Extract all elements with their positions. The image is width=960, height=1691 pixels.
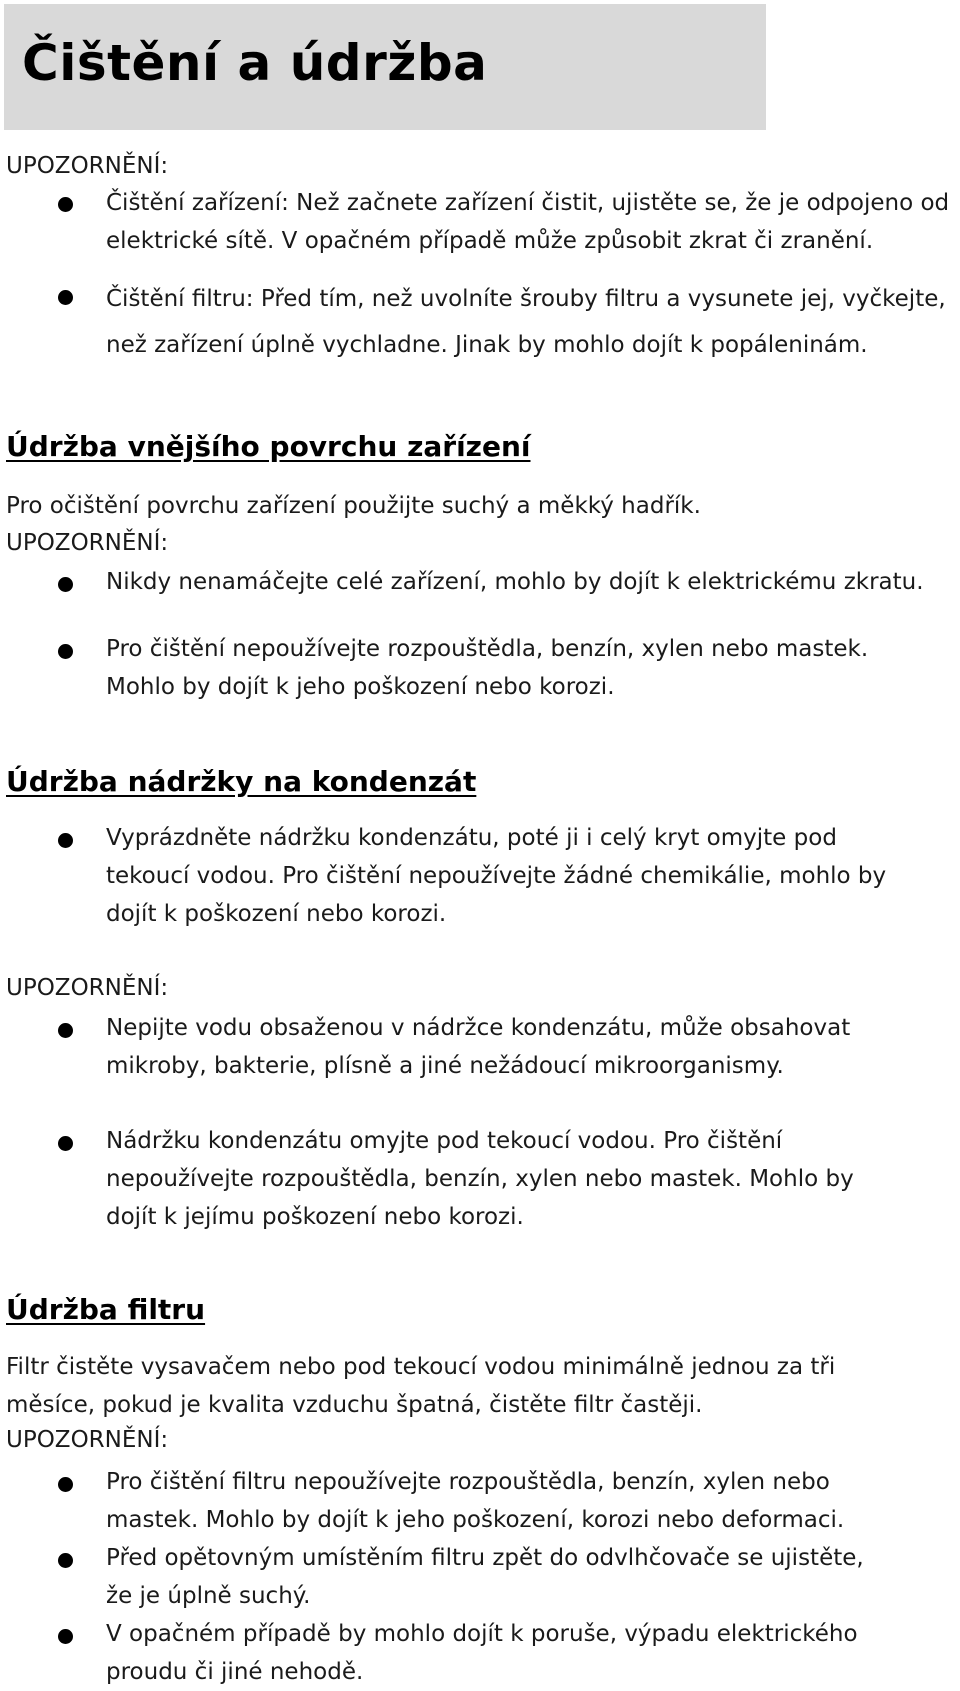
section-heading-tank: Údržba nádržky na kondenzát xyxy=(6,765,477,798)
bullet-icon xyxy=(58,577,73,592)
bullet-icon xyxy=(58,1553,73,1568)
bullet-icon xyxy=(58,833,73,848)
title-banner xyxy=(4,4,766,130)
warning-label: UPOZORNĚNÍ: xyxy=(6,1427,169,1453)
bullet-icon xyxy=(58,290,73,305)
list-item-text: V opačném případě by mohlo dojít k poruše, výpadu elektrického proudu či jiné nehodě. xyxy=(106,1621,858,1685)
list-item-text: Před opětovným umístěním filtru zpět do odvlhčovače se ujistěte, že je úplně suchý. xyxy=(106,1545,864,1609)
warning-label: UPOZORNĚNÍ: xyxy=(6,975,169,1001)
bullet-icon xyxy=(58,197,73,212)
list-item-text: Nikdy nenamáčejte celé zařízení, mohlo by dojít k elektrickému zkratu. xyxy=(106,569,924,595)
section-text: Pro očištění povrchu zařízení použijte suchý a měkký hadřík. xyxy=(6,493,701,519)
bullet-icon xyxy=(58,1477,73,1492)
page-title: Čištění a údržba xyxy=(22,34,488,92)
warning-label: UPOZORNĚNÍ: xyxy=(6,153,169,179)
warning-label: UPOZORNĚNÍ: xyxy=(6,530,169,556)
list-item-text: Nádržku kondenzátu omyjte pod tekoucí vodou. Pro čištění nepoužívejte rozpouštědla, benzín, xylen nebo mastek. Mohlo by dojít k jejímu poškození nebo korozi. xyxy=(106,1128,854,1230)
bullet-icon xyxy=(58,644,73,659)
bullet-icon xyxy=(58,1136,73,1151)
bullet-icon xyxy=(58,1629,73,1644)
bullet-icon xyxy=(58,1023,73,1038)
list-item-text: Vyprázdněte nádržku kondenzátu, poté ji i celý kryt omyjte pod tekoucí vodou. Pro čištění nepoužívejte žádné chemikálie, mohlo by dojít k poškození nebo korozi. xyxy=(106,825,887,927)
list-item-text: Pro čištění filtru nepoužívejte rozpouštědla, benzín, xylen nebo mastek. Mohlo by dojít k jeho poškození, korozi nebo deformaci. xyxy=(106,1469,845,1533)
list-item-text: Čištění filtru: Před tím, než uvolníte šrouby filtru a vysunete jej, vyčkejte, než zařízení úplně vychladne. Jinak by mohlo dojít k popáleninám. xyxy=(106,286,946,358)
section-text: Filtr čistěte vysavačem nebo pod tekoucí vodou minimálně jednou za tři měsíce, pokud je kvalita vzduchu špatná, čistěte filtr častěji. xyxy=(6,1354,836,1418)
list-item-text: Nepijte vodu obsaženou v nádržce kondenzátu, může obsahovat mikroby, bakterie, plísně a jiné nežádoucí mikroorganismy. xyxy=(106,1015,851,1079)
list-item-text: Čištění zařízení: Než začnete zařízení čistit, ujistěte se, že je odpojeno od elektrické sítě. V opačném případě může způsobit zkrat či zranění. xyxy=(106,190,950,254)
section-heading-filter: Údržba filtru xyxy=(6,1293,206,1326)
list-item-text: Pro čištění nepoužívejte rozpouštědla, benzín, xylen nebo mastek. Mohlo by dojít k jeho poškození nebo korozi. xyxy=(106,636,869,700)
section-heading-surface: Údržba vnějšího povrchu zařízení xyxy=(6,430,531,463)
